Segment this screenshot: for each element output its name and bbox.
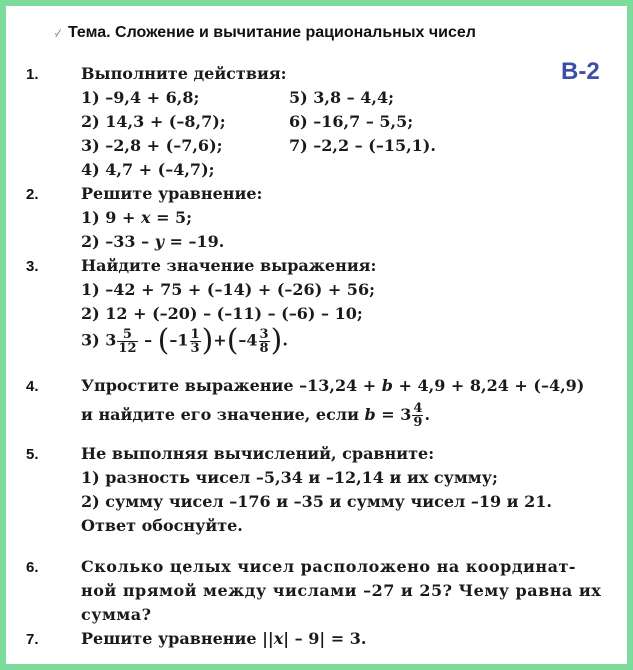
page-title bbox=[54, 24, 476, 42]
task-1-item-1: 1) –9,4 + 6,8; bbox=[81, 88, 200, 107]
task-4-line-2-pre: и найдите его значение, если bbox=[81, 405, 365, 424]
task-3-prompt: Найдите значение выражения: bbox=[81, 256, 377, 275]
whole-part: –1 bbox=[169, 330, 189, 350]
task-5-line-4: Ответ обоснуйте. bbox=[81, 516, 243, 535]
task-2-item-2-pre: 2) –33 – bbox=[81, 232, 155, 251]
variable-x: x bbox=[140, 208, 151, 227]
whole-part: –4 bbox=[238, 330, 258, 350]
task-2-number: 2. bbox=[26, 186, 39, 203]
task-5-number: 5. bbox=[26, 446, 39, 463]
task-2-item-1-post: = 5; bbox=[150, 208, 193, 227]
task-1-item-6: 6) –16,7 – 5,5; bbox=[289, 112, 414, 131]
variable-b: b bbox=[364, 405, 376, 424]
fraction-5-12 bbox=[117, 328, 137, 355]
variable-b: b bbox=[381, 376, 393, 395]
task-6-number: 6. bbox=[26, 559, 39, 576]
task-2-item-2 bbox=[81, 232, 224, 251]
task-5-line-2: 1) разность чисел –5,34 и –12,14 и их сумму; bbox=[81, 468, 498, 487]
right-paren: ) bbox=[270, 323, 283, 358]
fraction-denominator: 3 bbox=[190, 340, 200, 356]
right-paren: ) bbox=[201, 323, 214, 358]
fraction-denominator: 9 bbox=[413, 415, 423, 430]
task-1-item-2: 2) 14,3 + (–8,7); bbox=[81, 112, 226, 131]
task-1-prompt: Выполните действия: bbox=[81, 64, 287, 83]
period: . bbox=[282, 330, 288, 350]
task-6-line-1: Сколько целых чисел расположено на координат- bbox=[81, 557, 576, 576]
left-paren: ( bbox=[157, 323, 170, 358]
task-2-prompt: Решите уравнение: bbox=[81, 184, 263, 203]
task-1-item-3: 3) –2,8 + (–7,6); bbox=[81, 136, 223, 155]
task-4-line-1 bbox=[81, 376, 584, 395]
task-3-item-1: 1) –42 + 75 + (–14) + (–26) + 56; bbox=[81, 280, 375, 299]
variable-x: x bbox=[273, 629, 284, 648]
period: . bbox=[424, 405, 431, 424]
fraction-1-3 bbox=[190, 328, 201, 355]
task-1-item-5: 5) 3,8 – 4,4; bbox=[289, 88, 394, 107]
task-2-item-1-pre: 1) 9 + bbox=[81, 208, 141, 227]
fraction-4-9 bbox=[412, 402, 423, 429]
task-4-number: 4. bbox=[26, 378, 39, 395]
task-2-item-2-post: = –19. bbox=[163, 232, 225, 251]
topic-text: Сложение и вычитание рациональных чисел bbox=[115, 24, 476, 41]
task-7-post: | – 9| = 3. bbox=[283, 629, 367, 648]
task-7-pre: Решите уравнение || bbox=[81, 629, 274, 648]
corner-mark: ·⁄ bbox=[54, 28, 60, 40]
topic-label: Тема. bbox=[67, 24, 111, 41]
task-4-line-2 bbox=[81, 402, 430, 429]
task-4-line-2-eq: = 3 bbox=[375, 405, 412, 424]
fraction-numerator: 3 bbox=[259, 326, 269, 342]
task-1-item-7: 7) –2,2 – (–15,1). bbox=[289, 136, 436, 155]
task-3-item-2: 2) 12 + (–20) – (–11) – (–6) – 10; bbox=[81, 304, 363, 323]
fraction-denominator: 8 bbox=[259, 340, 269, 356]
plus-sign: + bbox=[213, 330, 227, 350]
task-7-number: 7. bbox=[26, 631, 39, 648]
task-6-line-2: ной прямой между числами –27 и 25? Чему равна их bbox=[81, 581, 602, 600]
variant-badge: В-2 bbox=[561, 58, 600, 85]
fraction-3-8 bbox=[259, 328, 270, 355]
task-4-line-1-pre: Упростите выражение –13,24 + bbox=[81, 376, 382, 395]
left-paren: ( bbox=[226, 323, 239, 358]
task-3-number: 3. bbox=[26, 258, 39, 275]
task-3-item-3 bbox=[81, 323, 288, 358]
task-2-item-1 bbox=[81, 208, 192, 227]
task-5-line-1: Не выполняя вычислений, сравните: bbox=[81, 444, 435, 463]
fraction-denominator: 12 bbox=[118, 340, 137, 356]
variable-y: y bbox=[154, 232, 164, 251]
task-5-line-3: 2) сумму чисел –176 и –35 и сумму чисел –19 и 21. bbox=[81, 492, 552, 511]
task-7-line bbox=[81, 629, 366, 648]
task-1-item-4: 4) 4,7 + (–4,7); bbox=[81, 160, 215, 179]
task-1-number: 1. bbox=[26, 66, 39, 83]
task-6-line-3: сумма? bbox=[81, 605, 152, 624]
fraction-numerator: 4 bbox=[413, 401, 423, 416]
fraction-numerator: 1 bbox=[190, 326, 200, 342]
task-4-line-1-post: + 4,9 + 8,24 + (–4,9) bbox=[392, 376, 585, 395]
task-3-item-3-label: 3) 3 bbox=[81, 330, 117, 350]
minus-sign: – bbox=[144, 330, 153, 350]
fraction-numerator: 5 bbox=[117, 328, 137, 342]
